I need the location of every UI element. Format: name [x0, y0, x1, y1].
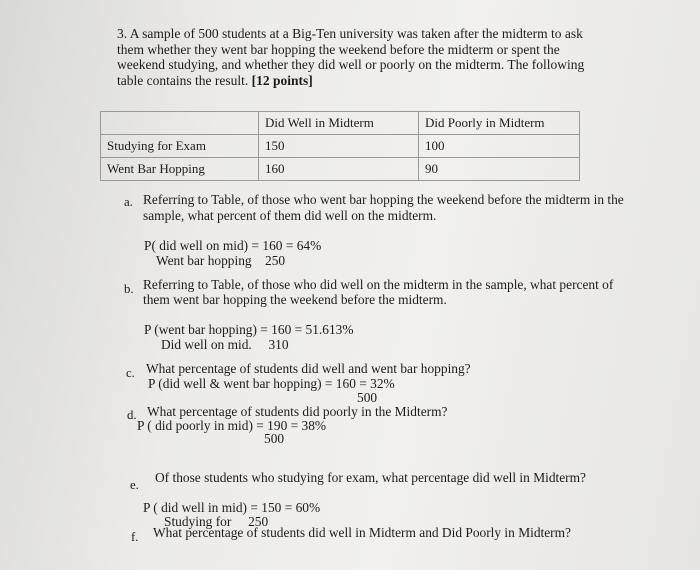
answer-c-denominator: 500	[357, 390, 378, 405]
item-marker-e: e.	[130, 478, 139, 492]
points-label: [12 points]	[251, 72, 313, 88]
table-row	[101, 135, 580, 158]
question-f: What percentage of students did well in Midterm and Did Poorly in Midterm?	[153, 525, 571, 540]
item-marker-b: b.	[124, 282, 134, 296]
question-e: Of those students who studying for exam, what percentage did well in Midterm?	[155, 470, 587, 485]
question-c: What percentage of students did well and went bar hopping?	[146, 361, 471, 376]
answer-e-numerator: P ( did well in mid) = 150 = 60%	[143, 500, 321, 515]
question-intro	[117, 26, 601, 88]
item-marker-a: a.	[124, 195, 133, 209]
table-row	[101, 158, 580, 181]
table-cell: 150	[259, 135, 419, 158]
item-marker-f: f.	[131, 530, 139, 544]
table-cell: Studying for Exam	[101, 135, 259, 158]
answer-a-numerator: P( did well on mid) = 160 = 64%	[144, 238, 322, 253]
item-marker-c: c.	[126, 366, 135, 380]
answer-d-numerator: P ( did poorly in mid) = 190 = 38%	[137, 418, 327, 433]
question-a-line2: sample, what percent of them did well on the midterm.	[143, 208, 437, 223]
table-header-row	[101, 112, 580, 135]
results-table	[100, 111, 580, 181]
intro-text: 3. A sample of 500 students at a Big-Ten university was taken after the midterm to ask them whether they went bar hopping the weekend before the midterm or spent the weekend studying, and whether they did well or poorly on the midterm. The following table contains the result.	[117, 26, 585, 88]
table-header-cell: Did Poorly in Midterm	[419, 112, 580, 135]
item-marker-d: d.	[127, 408, 137, 422]
question-d: What percentage of students did poorly in the Midterm?	[147, 404, 448, 419]
answer-b-numerator: P (went bar hopping) = 160 = 51.613%	[144, 322, 354, 337]
answer-e-denominator: Studying for 250	[164, 514, 269, 529]
table-cell: 90	[419, 158, 580, 181]
answer-b-denominator: Did well on mid. 310	[161, 337, 289, 352]
table-header-cell	[101, 112, 259, 135]
table-header-cell: Did Well in Midterm	[259, 112, 419, 135]
question-b-line2: them went bar hopping the weekend before the midterm.	[143, 292, 447, 307]
table-cell: Went Bar Hopping	[101, 158, 259, 181]
answer-a-denominator: Went bar hopping 250	[156, 253, 286, 268]
answer-c-numerator: P (did well & went bar hopping) = 160 = 32%	[148, 376, 395, 391]
table-cell: 160	[259, 158, 419, 181]
table-cell: 100	[419, 135, 580, 158]
question-a-line1: Referring to Table, of those who went bar hopping the weekend before the midterm in the	[143, 192, 624, 207]
question-b-line1: Referring to Table, of those who did well on the midterm in the sample, what percent of	[143, 277, 614, 292]
answer-d-denominator: 500	[264, 431, 285, 446]
